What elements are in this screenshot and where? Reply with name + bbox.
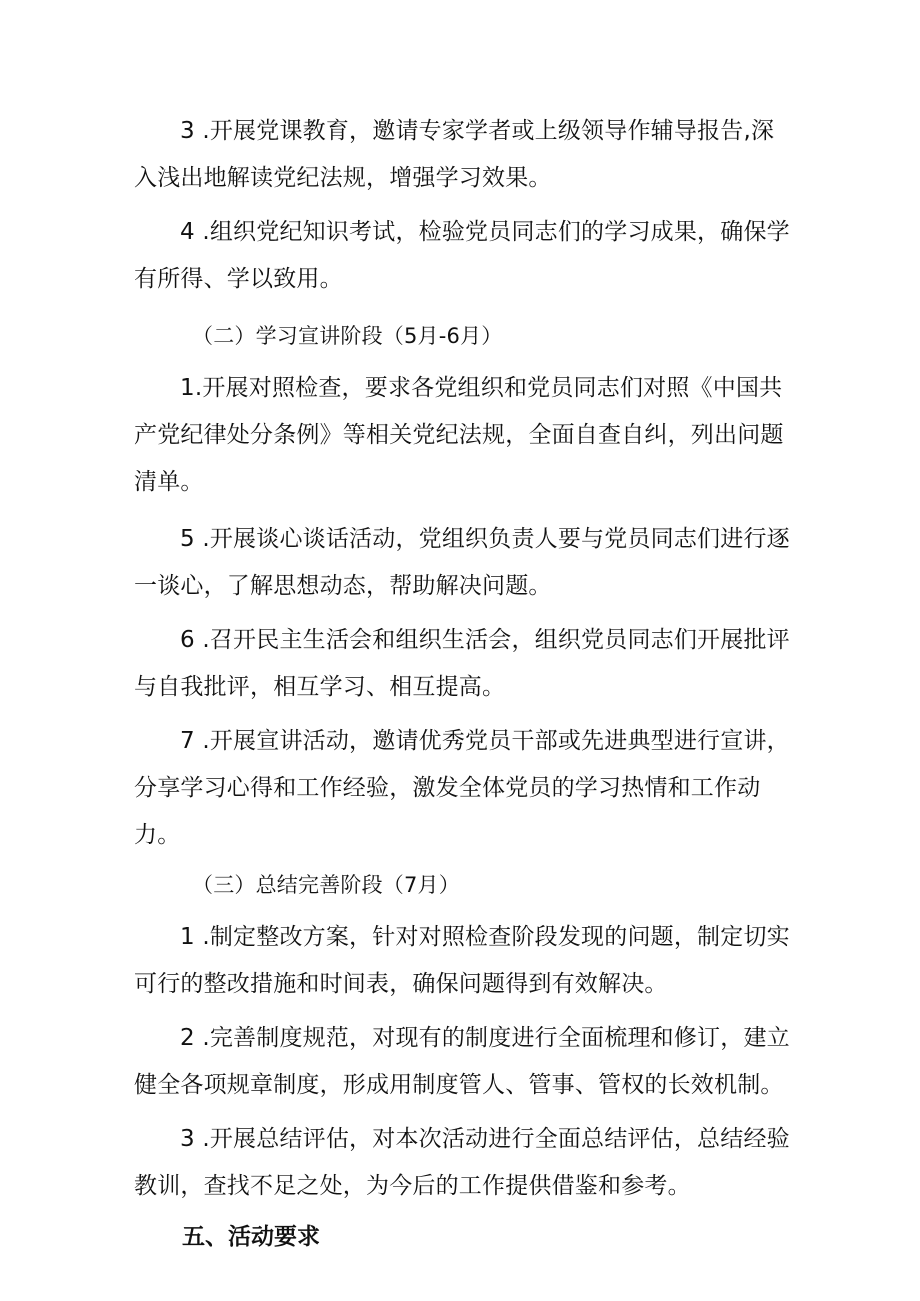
paragraph-item-2-regulations: 2 .完善制度规范，对现有的制度进行全面梳理和修订，建立健全各项规章制度，形成用制度管人、管事、管权的长效机制。 — [134, 1025, 790, 1098]
paragraph-spacer — [134, 711, 794, 718]
paragraph-item-6-meetings: 6 .召开民主生活会和组织生活会，组织党员同志们开展批评与自我批评，相互学习、相互提高。 — [134, 627, 790, 700]
paragraph-item-3-party-class: 3 .开展党课教育，邀请专家学者或上级领导作辅导报告,深入浅出地解读党纪法规，增强学习效果。 — [134, 118, 775, 191]
paragraph-item-4-exam: 4 .组织党纪知识考试，检验党员同志们的学习成果，确保学有所得、学以致用。 — [134, 219, 790, 292]
paragraph-item-3-evaluation: 3 .开展总结评估，对本次活动进行全面总结评估，总结经验教训，查找不足之处，为今后的工作提供借鉴和参考。 — [134, 1126, 790, 1199]
paragraph-item-1-self-check: 1.开展对照检查，要求各党组织和党员同志们对照《中国共产党纪律处分条例》等相关党纪法规，全面自查自纠，列出问题清单。 — [134, 375, 784, 495]
section-title-activity-requirements: 五、活动要求 — [182, 1224, 320, 1250]
paragraph-item-7-lectures: 7 .开展宣讲活动，邀请优秀党员干部或先进典型进行宣讲，分享学习心得和工作经验，激发全体党员的学习热情和工作动力。 — [134, 728, 790, 848]
document-body — [134, 108, 794, 1262]
paragraph-spacer — [134, 1008, 794, 1015]
subheading-phase-3: （三）总结完善阶段（7月） — [192, 873, 460, 897]
paragraph-spacer — [134, 1109, 794, 1116]
paragraph-item-5-talks: 5 .开展谈心谈话活动，党组织负责人要与党员同志们进行逐一谈心，了解思想动态，帮助解决问题。 — [134, 526, 790, 599]
paragraph-spacer — [134, 506, 794, 516]
subheading-phase-2: （二）学习宣讲阶段（5月-6月） — [192, 324, 503, 348]
paragraph-spacer — [134, 610, 794, 617]
paragraph-item-1-rectification: 1 .制定整改方案，针对对照检查阶段发现的问题，制定切实可行的整改措施和时间表，确保问题得到有效解决。 — [134, 924, 790, 997]
paragraph-spacer — [134, 202, 794, 209]
